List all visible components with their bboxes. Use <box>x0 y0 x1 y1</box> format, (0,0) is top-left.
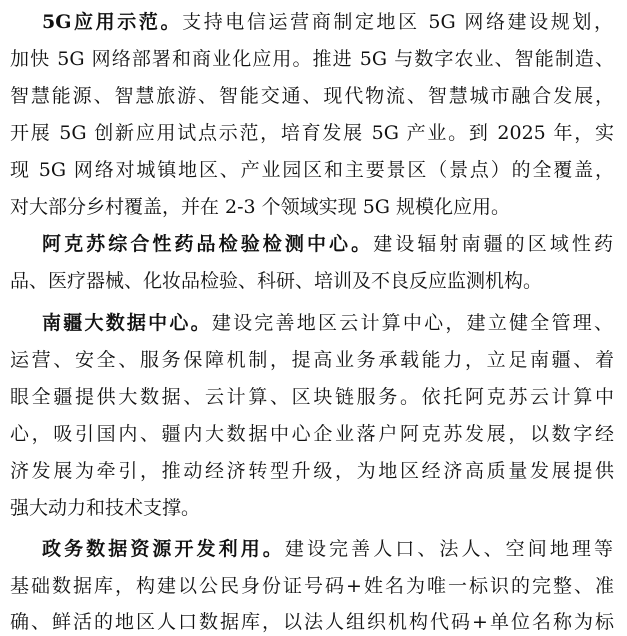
paragraph-text: 支持电信运营商制定地区 5G 网络建设规划， <box>182 11 613 33</box>
paragraph-line: 对大部分乡村覆盖，并在 2-3 个领域实现 5G 规模化应用。 <box>10 196 511 218</box>
paragraph-heading: 阿克苏综合性药品检验检测中心。 <box>42 233 374 255</box>
paragraph-line <box>42 4 613 41</box>
paragraph-line: 智慧能源、智慧旅游、智能交通、现代物流、智慧城市融合发展， <box>10 85 614 107</box>
paragraph-line: 开展 5G 创新应用试点示范，培育发展 5G 产业。到 2025 年，实 <box>10 122 614 144</box>
paragraph-text: 建设完善地区云计算中心，建立健全管理、 <box>211 312 613 334</box>
paragraph-line: 品、医疗器械、化妆品检验、科研、培训及不良反应监测机构。 <box>10 270 543 292</box>
paragraph-line: 基础数据库，构建以公民身份证号码+姓名为唯一标识的完整、准 <box>10 575 614 597</box>
paragraph-line <box>42 531 613 568</box>
paragraph-line: 眼全疆提供大数据、云计算、区块链服务。依托阿克苏云计算中 <box>10 386 614 408</box>
paragraph-line: 运营、安全、服务保障机制，提高业务承载能力，立足南疆、着 <box>10 349 614 371</box>
paragraph-line <box>42 226 613 263</box>
paragraph-heading: 南疆大数据中心。 <box>42 312 212 334</box>
paragraph-heading: 政务数据资源开发利用。 <box>42 538 285 560</box>
paragraph-line: 济发展为牵引，推动经济转型升级，为地区经济高质量发展提供 <box>10 460 614 482</box>
paragraph-line: 强大动力和技术支撑。 <box>10 497 201 519</box>
paragraph-text: 建设辐射南疆的区域性药 <box>373 233 613 255</box>
paragraph-line: 加快 5G 网络部署和商业化应用。推进 5G 与数字农业、智能制造、 <box>10 48 614 70</box>
paragraph-heading: 5G应用示范。 <box>42 11 183 33</box>
paragraph-text: 建设完善人口、法人、空间地理等 <box>284 538 613 560</box>
paragraph-line <box>42 305 613 342</box>
paragraph-line: 心，吸引国内、疆内大数据中心企业落户阿克苏发展，以数字经 <box>10 423 614 445</box>
paragraph-line: 现 5G 网络对城镇地区、产业园区和主要景区（景点）的全覆盖， <box>10 159 614 181</box>
paragraph-line: 确、鲜活的地区人口数据库，以法人组织机构代码+单位名称为标 <box>10 611 614 633</box>
